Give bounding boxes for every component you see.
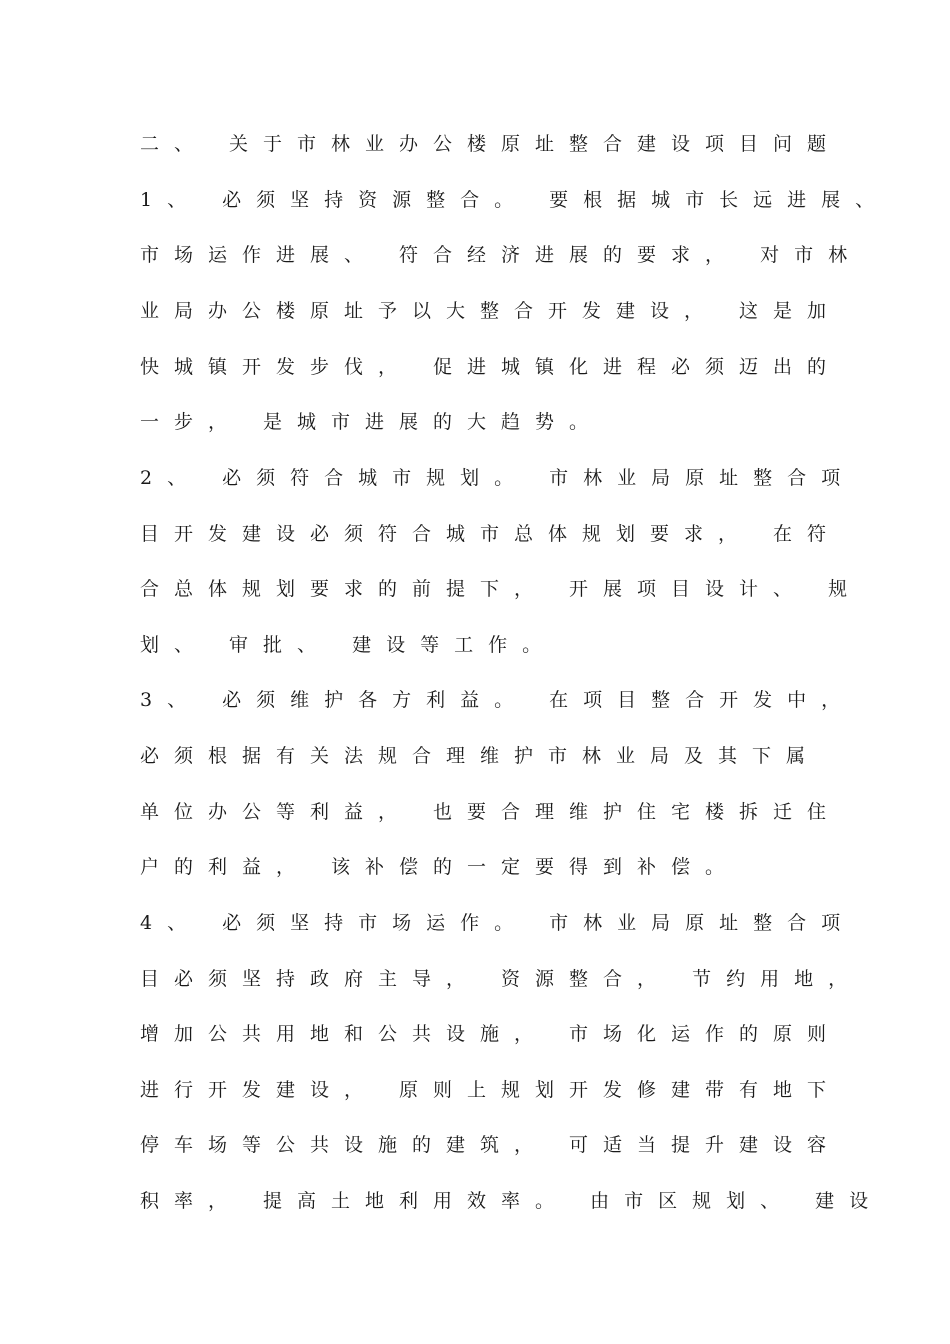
- text-line: 1、 必须坚持资源整合。 要根据城市长远进展、: [140, 189, 890, 211]
- text-line: 3、 必须维护各方利益。 在项目整合开发中，: [140, 689, 856, 711]
- text-line: 目必须坚持政府主导， 资源整合， 节约用地，: [140, 968, 863, 990]
- text-line: 户的利益， 该补偿的一定要得到补偿。: [140, 856, 740, 878]
- text-line: 快城镇开发步伐， 促进城镇化进程必须迈出的: [140, 356, 842, 378]
- text-line: 划、 审批、 建设等工作。: [140, 634, 557, 656]
- text-line: 二、 关于市林业办公楼原址整合建设项目问题: [140, 133, 842, 155]
- text-line: 一步， 是城市进展的大趋势。: [140, 411, 604, 433]
- text-line: 进行开发建设， 原则上规划开发修建带有地下: [140, 1079, 842, 1101]
- text-line: 停车场等公共设施的建筑， 可适当提升建设容: [140, 1134, 842, 1156]
- text-line: 必须根据有关法规合理维护市林业局及其下属: [140, 745, 821, 767]
- text-line: 合总体规划要求的前提下， 开展项目设计、 规: [140, 578, 863, 600]
- text-line: 2、 必须符合城市规划。 市林业局原址整合项: [140, 467, 856, 489]
- text-line: 4、 必须坚持市场运作。 市林业局原址整合项: [140, 912, 856, 934]
- text-line: 市场运作进展、 符合经济进展的要求， 对市林: [140, 244, 863, 266]
- text-line: 积率， 提高土地利用效率。 由市区规划、 建设: [140, 1190, 884, 1212]
- text-line: 单位办公等利益， 也要合理维护住宅楼拆迁住: [140, 801, 842, 823]
- text-line: 业局办公楼原址予以大整合开发建设， 这是加: [140, 300, 842, 322]
- text-line: 目开发建设必须符合城市总体规划要求， 在符: [140, 523, 842, 545]
- text-line: 增加公共用地和公共设施， 市场化运作的原则: [140, 1023, 842, 1045]
